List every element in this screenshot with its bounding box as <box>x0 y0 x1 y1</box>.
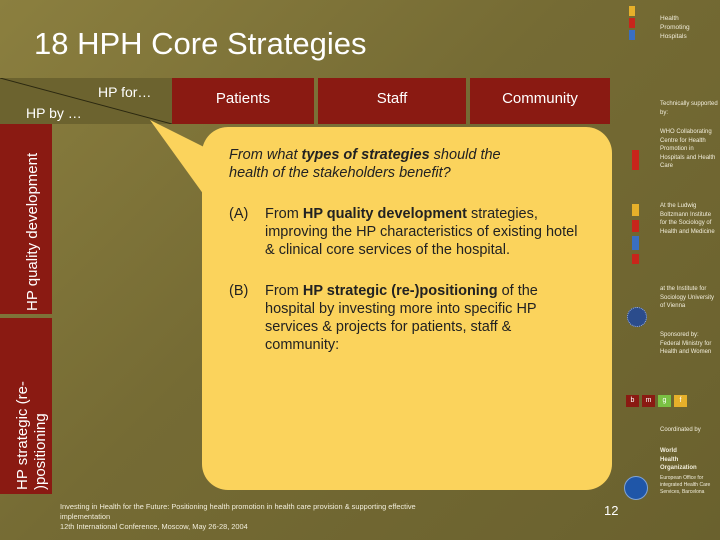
page-number: 12 <box>604 503 619 518</box>
option-a-text <box>265 205 585 259</box>
footer <box>60 502 460 532</box>
who-emblem-icon <box>624 476 648 500</box>
option-b-marker: (B) <box>229 283 249 299</box>
who-cc-logo <box>632 150 639 170</box>
row-label-strategic-1: HP strategic (re- <box>14 381 31 490</box>
who-label-line: Health <box>660 456 679 463</box>
coordinated-text: Coordinated by <box>660 427 701 433</box>
option-text: strategies, improving the HP characteristics of existing hotel & clinical core services of the hospital. <box>265 206 578 258</box>
hph-label-line: Health <box>660 15 679 22</box>
bmgf-logo <box>624 393 690 409</box>
option-b-text <box>265 282 585 354</box>
question-text: From what <box>229 147 302 163</box>
column-label: Staff <box>376 90 408 107</box>
question-text: should the health of the stakeholders benefit? <box>229 147 501 181</box>
hph-label-line: Hospitals <box>660 33 687 40</box>
option-emphasis: HP strategic (re-)positioning <box>302 283 498 299</box>
option-text: From <box>265 283 303 299</box>
column-label: Patients <box>215 90 271 107</box>
hph-label-line: Promoting <box>660 24 690 31</box>
bmgf-letter: m <box>642 395 655 407</box>
lbi-logo <box>632 204 639 268</box>
bubble-question <box>229 146 529 182</box>
university-text: at the Institute for Sociology University of Vienna <box>660 286 715 309</box>
option-text: From <box>265 206 303 222</box>
hp-by-label: HP by … <box>26 105 82 121</box>
who-cc-text: WHO Collaborating Centre for Health Promotion in Hospitals and Health Care <box>660 129 716 169</box>
university-seal-icon <box>627 307 647 327</box>
footer-line: Investing in Health for the Future: Positioning health promotion in health care provision & supporting effective implementation <box>60 502 416 521</box>
option-text: of the hospital by investing more into specific HP services & projects for patients, staff & community: <box>265 283 538 353</box>
hp-for-label: HP for… <box>98 84 152 100</box>
who-office-text: European Office for integrated Health Care Services, Barcelona <box>660 475 711 495</box>
bmgf-letter: f <box>674 395 687 407</box>
who-label-line: Organization <box>660 465 697 471</box>
who-label-line: World <box>660 448 677 454</box>
question-emphasis: types of strategies <box>301 147 430 163</box>
bmgf-letter: b <box>626 395 639 407</box>
supported-by-text: Technically supported by: <box>660 101 718 116</box>
footer-line: 12th International Conference, Moscow, May 26-28, 2004 <box>60 522 248 531</box>
bmgf-letter: g <box>658 395 671 407</box>
row-label-quality: HP quality development <box>24 152 41 311</box>
lbi-text: At the Ludwig Boltzmann Institute for the Sociology of Health and Medicine <box>660 203 715 235</box>
column-label: Community <box>502 90 578 107</box>
row-label-strategic-2: )positioning <box>32 413 49 490</box>
option-a-marker: (A) <box>229 206 249 222</box>
who-label <box>660 447 718 473</box>
sponsored-text: Sponsored by: Federal Ministry for Health and Women <box>660 332 712 355</box>
option-emphasis: HP quality development <box>302 206 467 222</box>
page-title: 18 HPH Core Strategies <box>34 26 367 61</box>
